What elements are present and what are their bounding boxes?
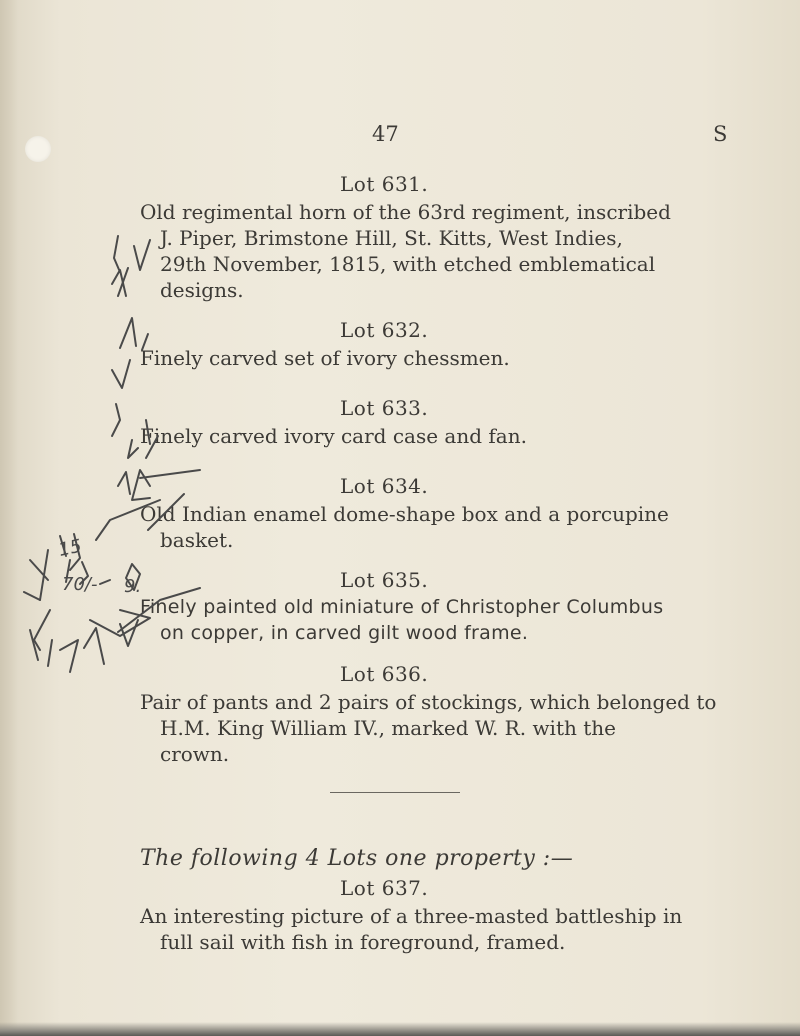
pencil-mark-632-c	[112, 360, 130, 388]
pencil-mark-636-c	[84, 628, 104, 664]
lot-634-heading: Lot 634.	[340, 474, 429, 498]
lot-634-line-2: basket.	[160, 528, 234, 552]
pencil-mark-633-a	[112, 404, 120, 436]
lot-636-line-3: crown.	[160, 742, 230, 766]
lot-637-line-2: full sail with fish in foreground, framed.	[160, 930, 566, 954]
pencil-mark-636-b	[60, 640, 78, 672]
lot-633-heading: Lot 633.	[340, 396, 429, 420]
pencil-mark-631-d	[118, 268, 128, 296]
price-9-mark	[126, 564, 140, 590]
page-edge-shadow	[0, 0, 18, 1036]
lot-631-line-3: 29th November, 1815, with etched emblematical	[160, 252, 656, 276]
lot-636-heading: Lot 636.	[340, 662, 429, 686]
lot-634-line-1: Old Indian enamel dome-shape box and a porcupine	[140, 502, 669, 526]
lot-631-line-4: designs.	[160, 278, 244, 302]
signature-mark: S	[713, 122, 728, 146]
price-4-mark	[30, 550, 48, 600]
lot-633-line-1: Finely carved ivory card case and fan.	[140, 424, 527, 448]
lot-632-line-1: Finely carved set of ivory chessmen.	[140, 346, 510, 370]
section-title: The following 4 Lots one property :—	[140, 846, 574, 871]
lot-631-line-2: J. Piper, Brimstone Hill, St. Kitts, West Indies,	[160, 226, 623, 250]
pencil-mark-631-c	[112, 270, 126, 296]
pencil-mark-634-d	[118, 472, 130, 494]
pencil-mark-632-a	[120, 318, 136, 348]
lot-632-heading: Lot 632.	[340, 318, 429, 342]
pencil-mark-634-a	[128, 440, 138, 458]
pencil-mark-631-a	[114, 236, 120, 272]
price-15-mark	[60, 534, 80, 570]
lot-635-line-1: Finely painted old miniature of Christopher Columbus	[140, 596, 664, 618]
price-15-text: 15	[56, 535, 84, 561]
lot-636-line-2: H.M. King William IV., marked W. R. with the	[160, 716, 616, 740]
lot-637-heading: Lot 637.	[340, 876, 429, 900]
price-dash-mark	[100, 580, 110, 584]
pencil-mark-636-a	[30, 630, 52, 666]
lot-637-line-1: An interesting picture of a three-masted battleship in	[140, 904, 683, 928]
page-bottom-shadow	[0, 1022, 800, 1036]
section-divider	[330, 792, 460, 793]
pencil-underline-634	[140, 470, 200, 478]
pencil-mark-634-e	[132, 470, 150, 500]
lot-635-line-2: on copper, in carved gilt wood frame.	[160, 622, 529, 644]
price-slash-mark	[24, 592, 50, 650]
binding-hole	[25, 136, 51, 162]
lot-635-heading: Lot 635.	[340, 568, 429, 592]
lot-636-line-1: Pair of pants and 2 pairs of stockings, which belonged to	[140, 690, 717, 714]
lot-631-heading: Lot 631.	[340, 172, 429, 196]
lot-631-line-1: Old regimental horn of the 63rd regiment, inscribed	[140, 200, 671, 224]
price-9-text: 9.	[124, 576, 142, 597]
price-70-text: 70/-	[62, 574, 98, 595]
pencil-mark-636-d	[120, 620, 138, 646]
pencil-mark-631-b	[134, 240, 150, 270]
price-70-mark	[66, 560, 88, 584]
page-number: 47	[372, 122, 399, 146]
